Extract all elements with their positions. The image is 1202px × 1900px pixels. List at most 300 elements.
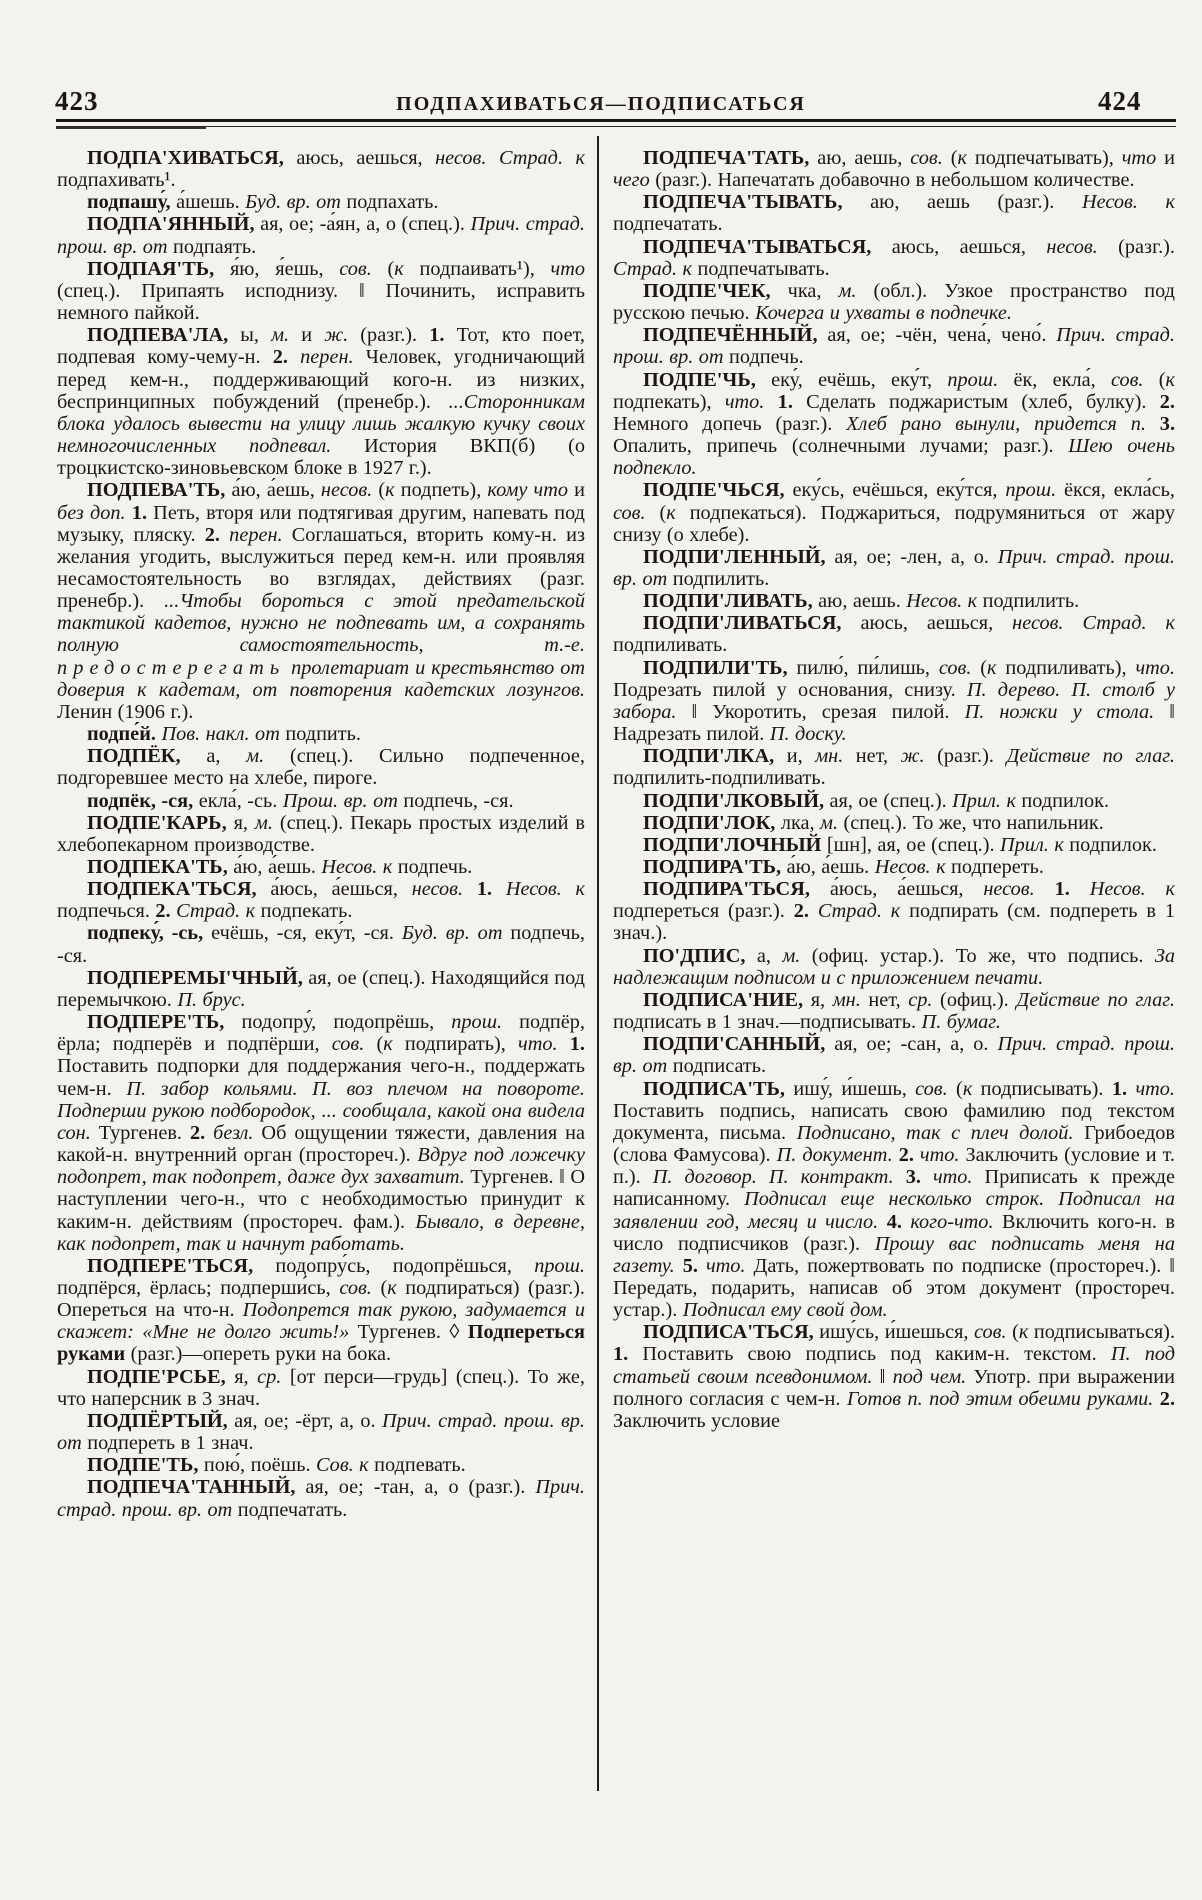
text-run: лка, [775,811,821,834]
text-run: П. брус. [177,988,246,1011]
text-run: я, [225,1365,258,1388]
text-run: ая, ое; -а́ян, а, о (спец.). [254,213,471,236]
text-run: без доп. [57,501,126,524]
headword: ПОДПЕРЕ'ТЬ, [87,1011,225,1034]
dictionary-entry [57,745,585,789]
text-run: ы, [228,324,272,347]
text-run: подписать в 1 знач.—подписывать. [613,1011,922,1034]
text-run: [от перси—грудь] (спец.). То же, что наперсник в 3 знач. [57,1365,585,1410]
text-run: безл. [213,1121,254,1144]
text-run: 2. [204,523,220,546]
text-run: прош. [947,368,999,391]
text-run: ж. [324,324,349,347]
headword: ПОДПЁРТЫЙ, [87,1409,228,1432]
text-run [809,900,818,922]
text-run: чего [613,169,650,192]
text-run: подпевать. [368,1454,466,1477]
dictionary-entry [57,324,585,479]
text-run: подпирать), [392,1033,519,1056]
text-run: подопру́сь, подопрёшься, [253,1254,535,1277]
text-run: Буд. вр. от [401,922,503,945]
text-run: 2. [189,1121,206,1144]
text-run: м. [820,811,839,834]
text-run: а́ю, а́ешь. [781,856,875,878]
text-run: подпереть. [945,856,1044,878]
headword: ПОДПИСА'ТЬСЯ, [643,1321,814,1344]
text-run: подпаивать¹), [403,257,551,280]
text-run: подписать. [667,1055,767,1078]
headword: ПОДПИ'САННЫЙ, [643,1033,826,1056]
text-run: Заключить (условие и т. п.). [613,1144,1175,1189]
dictionary-entry [57,258,585,324]
text-run: Об ощущении тяжести, давления на какой-н. внутренний орган (простореч.). [57,1121,585,1167]
headword: ПОДПИ'ЛКОВЫЙ, [643,789,825,812]
text-run: Прич. страд. прош. вр. от [57,1409,585,1455]
text-run: что. [1135,1077,1175,1100]
text-run: ая, ое (спец.). [824,789,953,812]
text-run: чка, [770,279,839,302]
headword: ПОДПЕВА'ТЬ, [87,479,226,502]
text-run: предостерегать [57,656,286,679]
text-run: к [987,656,997,679]
text-run [675,1255,683,1277]
text-run: Хлеб рано вынули, придется п. [846,412,1146,435]
text-run: подпахивать¹. [57,169,176,192]
text-run: Поставить подпись, написать свою фамилию под текстом документа, письма. [613,1099,1175,1144]
text-run: к [383,1033,393,1056]
text-run [492,878,506,900]
text-run: (разг.). Напечатать добавочно в небольшом количестве. [649,169,1135,192]
text-run: 2. [272,346,288,369]
text-run: 2. [155,900,171,923]
dictionary-entry [613,612,1175,656]
text-run: ( [364,1033,384,1056]
text-run: м. [254,811,273,834]
text-run: подпереть в 1 знач. [81,1432,254,1455]
headword: ПОДПЕ'ТЬ, [87,1454,199,1477]
text-run: м. [246,745,265,768]
headword: подпёк, -ся, [87,789,194,812]
text-run: Действие по глаг. [1006,745,1175,768]
text-run: Тургенев. ◊ [349,1321,468,1344]
text-run [878,1211,886,1233]
text-run: Тот, кто поет, подпевая кому-чему-н. [57,324,585,369]
text-run: аюсь, аешься, [283,147,436,169]
text-run [1035,878,1055,900]
text-run: ишу́, и́шешь, [784,1077,916,1100]
text-run: несов. [435,147,487,169]
text-run [921,1166,933,1188]
headword: ПОДПЕЧА'ТЫВАТЬ, [643,191,843,214]
text-run: Несов. к [1089,878,1175,901]
text-run: Подписано, так с плеч долой. [796,1121,1074,1144]
text-run: перен. [300,346,354,369]
dictionary-entry [613,324,1175,368]
text-run: Тургенев. [90,1121,190,1144]
text-run: подпиливать. [613,634,728,657]
text-run: сов. [339,257,372,280]
text-run: П. забор кольями. П. воз плечом на повороте. Подперши рукою подбородок, ... сообщала, какой она видела сон. [57,1077,585,1144]
dictionary-entry [57,812,585,856]
text-run: Прич. страд. прош. вр. от [57,213,585,258]
text-run: под чем. [892,1365,967,1388]
text-run: подпахать. [340,191,439,214]
headword: ПОДПИ'ЛИВАТЬСЯ, [643,612,842,635]
text-run: П. договор. П. контракт. [652,1166,894,1189]
text-run: еку́сь, ечёшься, еку́тся, [784,479,1006,502]
text-run: ( [645,501,667,524]
text-run: 1. [429,324,445,347]
headword: ПОДПИ'ЛОЧНЫЙ [643,833,822,856]
text-run: Грибоедов (слова Фамусова). [613,1121,1175,1167]
dictionary-entry [613,546,1175,590]
text-run: Подопрется так рукою, задумается и скажет: «Мне не долго жить!» [57,1299,585,1344]
text-run: ...Чтобы бороться с этой предательской тактикой кадетов, нужно не подпевать им, а сохранять полную самостоятельность, т.-е. [57,590,585,657]
text-run: Подпереться руками [57,1321,585,1366]
text-run: (разг.). [348,324,430,347]
text-run: П. под статьей своим псевдонимом. [613,1343,1175,1388]
text-run: подпилить. [667,567,770,590]
text-run: сов. [613,501,646,524]
dictionary-entry [613,280,1175,324]
headword: ПОДПЕ'ЧЬСЯ, [643,479,785,502]
text-run: ая, ое; -лен, а, о. [825,545,998,568]
text-run: 1. [1111,1077,1128,1100]
headword: ПОДПА'ХИВАТЬСЯ, [87,147,284,169]
dictionary-entry [613,834,1175,856]
text-run: ая, ое; -ёрт, а, о. [227,1409,382,1432]
dictionary-entry [613,812,1175,834]
text-run: Приписать к прежде написанному. [613,1166,1175,1211]
text-run: прош. [451,1011,503,1034]
text-run: ая, ое; -сан, а, о. [825,1033,998,1056]
text-run [205,1122,213,1144]
text-run: а, [180,745,247,768]
text-run: Несов. к [505,878,585,901]
text-run: что. [1135,656,1175,679]
text-run: Заключить условие [613,1409,780,1432]
dictionary-entry [57,1454,585,1476]
text-run: мн. [815,745,844,768]
text-run: сов. [339,1276,372,1299]
text-run: к [957,147,967,169]
text-run: несов. [411,878,464,901]
text-run: к [962,1077,973,1100]
text-run: Человек, угодничающий перед кем-н., поддерживающий кого-н. из низких, беспринципных побуждений (пренебр.). [57,346,585,413]
text-run: Немного допечь (разг.). [613,412,847,435]
text-run: нет, [843,745,901,768]
text-run: 1. [476,878,493,901]
text-run [1070,878,1090,900]
text-run: подпить. [279,723,361,746]
text-run: несов. [1012,612,1064,635]
text-run: (разг.). [1097,235,1175,258]
headword: подпашу́, [87,191,171,214]
text-run: Несов. к [1081,191,1175,214]
dictionary-entry [613,745,1175,789]
text-run: Несов. к [874,856,946,878]
text-run: Прич. страд. прош. вр. от [613,1033,1175,1078]
text-run: ( [1143,368,1166,391]
text-run: к [1018,1321,1029,1344]
dictionary-entry [57,856,585,878]
text-run: (спец.). Пекарь простых изделий в хлебопекарном производстве. [57,811,585,856]
text-run: [шн], ая, ое (спец.). [821,833,1001,856]
text-run: м. [782,944,801,967]
text-run: 2. [1159,1387,1175,1410]
text-run: аюсь, аешься, [871,235,1047,258]
text-run: Сделать поджаристым (хлеб, булку). [792,390,1160,413]
text-run: несов. [1046,235,1098,258]
text-run: подпилок. [1063,833,1157,856]
text-run: Страд. к [176,900,256,923]
text-run: подписываться). [1028,1321,1175,1344]
dictionary-entry [57,479,585,723]
text-run: Тургенев. ‖ О наступлении чего-н., что с необходимостью принудит к каким-н. действиям (простореч. фам.). [57,1166,585,1233]
text-run: Дать, пожертвовать по подписке (простореч.). ‖ Передать, подарить, написав об этом документ (простореч. устар.). [613,1254,1175,1322]
dictionary-entry [57,213,585,257]
headword: ПОДПЕЧА'ТАННЫЙ, [87,1476,296,1499]
headword: ПОДПЕ'ЧЬ, [643,368,756,391]
dictionary-entry [613,236,1175,280]
text-run: Подрезать пилой у основания, снизу. [613,678,967,701]
text-run: Буд. вр. от [245,191,341,214]
text-run: сов. [1110,368,1144,391]
headword: ПОДПИ'ЛКА, [643,745,775,768]
text-run: подпечь, -ся. [397,789,514,812]
text-run: я, [803,988,833,1011]
text-run: Сов. к [316,1454,369,1477]
text-run: (разг.)—опереть руки на бока. [125,1343,392,1366]
headword: ПОДПЕ'РСЬЕ, [87,1365,226,1388]
text-run: ( [971,656,988,679]
text-run: а, [745,944,783,967]
dictionary-entry [57,723,585,745]
text-run: (разг.). [924,745,1007,768]
text-run: Поставить свою подпись под каким-н. текстом. [628,1343,1111,1366]
text-run: Употр. при выражении полного согласия с чем-н. [613,1365,1175,1410]
headword: ПОДПЕ'ЧЕК, [643,279,771,302]
text-run: что. [932,1166,973,1189]
text-run: 1. [777,390,793,413]
text-run: 1. [569,1033,585,1056]
dictionary-entry [57,967,585,1011]
dictionary-entry [57,878,585,922]
text-run: Прич. страд. прош. вр. от [613,324,1175,369]
text-run: ‖ Укоротить, срезая пилой. [676,700,965,723]
text-run: Включить кого-н. в число подписчиков (разг.). [613,1210,1175,1255]
text-run: подпечь. [392,856,473,878]
text-run: подпечь, -ся. [57,922,585,967]
headword: ПОДПИСА'НИЕ, [643,988,804,1011]
text-run: кого-что. [910,1210,994,1233]
text-run: Подписал еще несколько строк. Подписал на заявлении год, месяц и число. [613,1188,1175,1233]
dictionary-entry [57,147,585,191]
text-run: что. [724,390,765,413]
text-run: Петь, вторя или подтягивая другим, напевать под музыку, пляску. [57,501,585,546]
text-run: ( [372,479,386,502]
text-run: подпекать. [255,900,353,923]
text-run [220,524,229,546]
text-run: несов. [320,479,373,502]
text-run: Страд. к [498,147,585,169]
dictionary-entry [613,191,1175,235]
dictionary-entry [613,479,1175,545]
text-run: 3. [905,1166,921,1189]
headword: ПОДПЕКА'ТЬСЯ, [87,878,257,901]
text-run: пою́, поёшь. [198,1454,317,1477]
text-run: подпечатать. [232,1498,348,1521]
text-run: (спец.). То же, что напильник. [838,811,1104,834]
dictionary-entry [613,1033,1175,1077]
text-run: (спец.). Сильно подпеченное, подгоревшее место на хлебе, пироге. [57,745,585,790]
text-run: подпаять. [167,235,257,258]
text-run: подпилить. [977,590,1080,613]
dictionary-entry [57,1366,585,1410]
dictionary-entry [613,1321,1175,1432]
text-run: ишу́сь, и́шешься, [813,1321,975,1344]
text-run: ( [942,147,958,169]
text-run: Прич. страд. прош. вр. от [613,545,1175,590]
text-run: 4. [886,1210,902,1233]
text-run: а́юсь, а́ешься, [256,878,412,901]
text-run: 1. [1054,878,1070,901]
text-run: еку́, ечёшь, еку́т, [755,368,948,391]
headword: ПОДПИРА'ТЬСЯ, [643,878,810,901]
text-run: ( [947,1077,963,1100]
text-run: Готов п. под этим обеими руками. [846,1387,1154,1410]
text-run: 1. [131,501,148,524]
headword: ПОДПЕВА'ЛА, [87,324,229,347]
text-run: ёкся, екла́сь, [1056,479,1175,502]
text-run: я́ю, я́ешь, [214,257,340,280]
text-run: 5. [682,1254,698,1277]
text-run: м. [271,324,290,347]
text-run [764,391,777,413]
right-column [613,147,1175,1802]
text-run: к [394,257,404,280]
text-run: сов. [915,1077,948,1100]
text-run: 1. [613,1343,629,1366]
text-run: Кочерга и ухваты в подпечке. [755,302,1012,325]
text-run: подпечься. [57,900,156,923]
text-run: Прош. вр. от [282,789,398,812]
text-run: Ленин (1906 г.). [57,700,194,723]
text-run [894,1166,906,1188]
text-run: Пов. накл. от [161,723,280,746]
text-run: нет, [860,988,909,1011]
dictionary-entry [613,590,1175,612]
header-rule-fragment [56,127,206,129]
text-run [288,346,300,368]
text-run: перен. [229,523,283,546]
dictionary-entry [613,856,1175,878]
text-run: подпеть), [394,479,488,502]
text-run: аюсь, аешься, [841,612,1013,635]
text-run: Опалить, припечь (солнечными лучами; разг.). [613,435,1069,458]
headword: ПОДПИ'ЛИВАТЬ, [643,590,813,613]
text-run: ая, ое; -тан, а, о (разг.). [295,1476,536,1499]
text-run: 2. [793,900,809,923]
left-column [57,147,585,1802]
headword: ПОДПА'ЯННЫЙ, [87,213,255,236]
headword: подпеку́, -сь, [87,922,204,945]
text-run: подпечатывать. [692,257,830,280]
text-run: сов. [974,1321,1007,1344]
text-run: Действие по глаг. [1016,988,1175,1011]
text-run: сов. [910,147,943,169]
text-run: Вдруг под ложечку подопрет, так подопрет, даже дух захватит. [57,1144,585,1189]
text-run: что. [518,1033,558,1056]
text-run: ср. [908,988,933,1011]
text-run: подпилок. [1015,789,1110,812]
headword: ПОДПЕРЕ'ТЬСЯ, [87,1254,254,1277]
dictionary-entry [613,369,1175,480]
headword: ПОДПЕРЕМЫ'ЧНЫЙ, [87,966,303,989]
text-run: подпёрся, ёрлась; подперши́сь, [57,1276,340,1299]
headword: ПОДПЁК, [87,745,181,768]
headword: ПОДПЕЧА'ТАТЬ, [643,147,810,169]
dictionary-entry [613,878,1175,944]
text-run: прош. [1005,479,1057,502]
text-run: ая, ое; -чён, чена́, чено́. [817,324,1057,347]
text-run: П. доску. [769,723,847,746]
text-run: подпечатать. [613,213,723,236]
text-run: ая, ое (спец.). Находящийся под перемычкою. [57,966,585,1011]
text-run: и [1156,147,1175,169]
headword: ПОДПЕЧЁННЫЙ, [643,324,818,347]
dictionary-entry [57,191,585,213]
text-run: 2. [1159,390,1175,413]
headword: ПО'ДПИС, [643,944,746,967]
dictionary-entry [57,1476,585,1520]
text-run: ‖ Надрезать пилой. [613,700,1175,746]
text-run: сов. [938,656,972,679]
text-run: сов. [331,1033,365,1056]
text-run: что. [919,1144,960,1167]
headword: ПОДПАЯ'ТЬ, [87,257,215,280]
headword: ПОДПЕКА'ТЬ, [87,856,228,878]
text-run: подпекать), [613,390,725,413]
text-run: Прич. страд. прош. вр. от [57,1476,585,1521]
headword: подпе́й. [87,723,156,746]
text-run [1146,413,1160,435]
text-run: аю, аешь. [812,590,907,613]
header-rule [56,119,1176,127]
text-run: и, [774,745,816,768]
text-run: что [550,257,585,280]
dictionary-entry [613,147,1175,191]
headword: ПОДПЕЧА'ТЫВАТЬСЯ, [643,235,872,258]
text-run [463,878,477,900]
text-run: аю, аешь (разг.). [842,191,1082,214]
text-run: (обл.). Узкое пространство под русскою печью. [613,279,1175,325]
text-run: несов. [983,878,1035,901]
text-run: подпилить-подпиливать. [613,767,826,790]
text-run: подпирать (см. подпереть в 1 знач.). [613,900,1175,945]
text-run: Страд. к [817,900,901,923]
text-run: что. [705,1254,746,1277]
text-run: к [387,1276,397,1299]
text-run: а́шешь. [170,191,246,214]
page-number-left: 423 [55,86,99,116]
text-run: ечёшь, -ся, еку́т, -ся. [203,922,402,945]
text-run: Страд. к [613,257,693,280]
running-head: ПОДПАХИВАТЬСЯ—ПОДПИСАТЬСЯ [396,93,806,115]
text-run: я, [226,811,255,834]
text-run: и [289,324,325,347]
text-run: прош. [534,1254,585,1277]
